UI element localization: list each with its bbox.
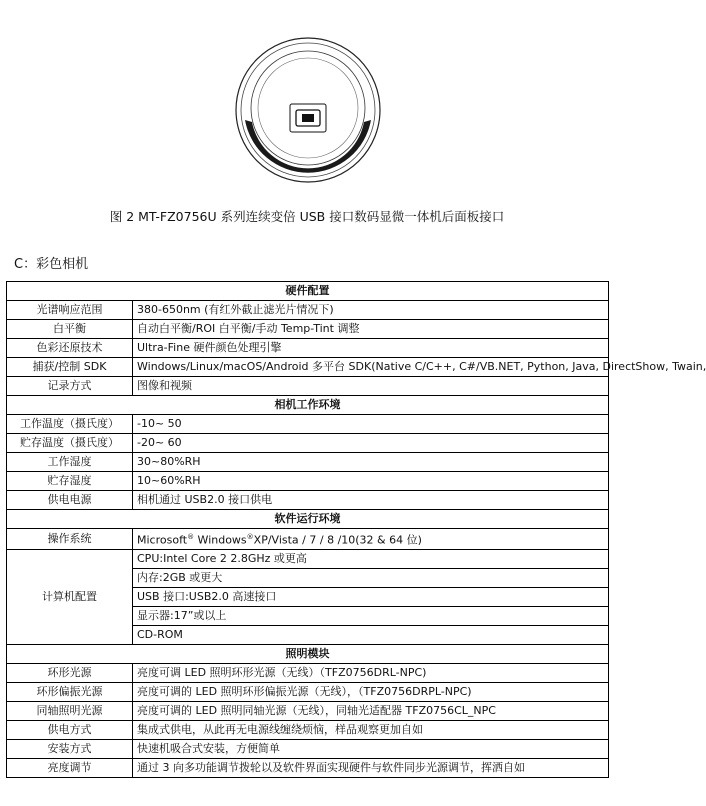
spec-key: 工作温度（摄氏度） [7, 415, 133, 434]
spec-value: 亮度可调的 LED 照明同轴光源（无线），同轴光适配器 TFZ0756CL_NPC [133, 701, 609, 720]
spec-value [133, 529, 609, 550]
spec-value: 显示器:17”或以上 [133, 606, 609, 625]
spec-key: 环形偏振光源 [7, 682, 133, 701]
spec-value: Windows/Linux/macOS/Android 多平台 SDK(Native C/C++, C#/VB.NET, Python, Java, DirectShow, Twain, [133, 358, 609, 377]
spec-key: 环形光源 [7, 663, 133, 682]
section-header-row [7, 644, 609, 663]
spec-value: 内存:2GB 或更大 [133, 568, 609, 587]
spec-table [6, 281, 706, 778]
spec-value: 30~80%RH [133, 453, 609, 472]
spec-key: 贮存湿度 [7, 472, 133, 491]
table-row [7, 339, 609, 358]
spec-value: 自动白平衡/ROI 白平衡/手动 Temp-Tint 调整 [133, 320, 609, 339]
spec-key: 计算机配置 [7, 549, 133, 644]
spec-key: 捕获/控制 SDK [7, 358, 133, 377]
figure-caption: 图 2 MT-FZ0756U 系列连续变倍 USB 接口数码显微一体机后面板接口 [109, 209, 505, 224]
spec-value: 380-650nm (有红外截止滤光片情况下) [133, 301, 609, 320]
table-row [7, 377, 609, 396]
spec-value: -10~ 50 [133, 415, 609, 434]
table-row [7, 682, 609, 701]
spec-value: 相机通过 USB2.0 接口供电 [133, 491, 609, 510]
spec-key: 工作湿度 [7, 453, 133, 472]
table-row [7, 758, 609, 777]
spec-value: 集成式供电，从此再无电源线缠绕烦恼，样品观察更加自如 [133, 720, 609, 739]
spec-key: 色彩还原技术 [7, 339, 133, 358]
section-header: 相机工作环境 [7, 396, 609, 415]
spec-key: 贮存温度（摄氏度） [7, 434, 133, 453]
table-row [7, 701, 609, 720]
spec-key: 供电方式 [7, 720, 133, 739]
table-row [7, 663, 609, 682]
table-row [7, 358, 609, 377]
rear-panel-figure [0, 0, 614, 200]
spec-value: -20~ 60 [133, 434, 609, 453]
section-header: 照明模块 [7, 644, 609, 663]
table-row [7, 529, 609, 550]
spec-value: 10~60%RH [133, 472, 609, 491]
table-row [7, 434, 609, 453]
table-row [7, 453, 609, 472]
section-header-row [7, 510, 609, 529]
spec-value: USB 接口:USB2.0 高速接口 [133, 587, 609, 606]
usb-b-port-icon [290, 104, 326, 132]
spec-value: 亮度可调的 LED 照明环形偏振光源（无线），（TFZ0756DRPL-NPC) [133, 682, 609, 701]
os-versions: XP/Vista / 7 / 8 /10(32 & 64 位) [253, 533, 422, 547]
spec-value: 图像和视频 [133, 377, 609, 396]
spec-value: 通过 3 向多功能调节拨轮以及软件界面实现硬件与软件同步光源调节，挥洒自如 [133, 758, 609, 777]
spec-value: CD-ROM [133, 625, 609, 644]
spec-key: 同轴照明光源 [7, 701, 133, 720]
spec-key: 安装方式 [7, 739, 133, 758]
table-row [7, 301, 609, 320]
os-name: Windows [194, 533, 247, 547]
section-title: C：彩色相机 [14, 257, 89, 272]
section-header: 软件运行环境 [7, 510, 609, 529]
spec-key: 记录方式 [7, 377, 133, 396]
spec-key: 供电电源 [7, 491, 133, 510]
table-row [7, 720, 609, 739]
table-row [7, 320, 609, 339]
section-header-row [7, 282, 609, 301]
rear-panel-illustration [0, 0, 614, 200]
table-row [7, 739, 609, 758]
spec-value: 快速机吸合式安装，方便简单 [133, 739, 609, 758]
table-row [7, 549, 609, 568]
table-row [7, 472, 609, 491]
spec-key: 白平衡 [7, 320, 133, 339]
registered-mark: ® [246, 533, 254, 541]
section-header: 硬件配置 [7, 282, 609, 301]
os-vendor: Microsoft [137, 533, 188, 547]
table-row [7, 491, 609, 510]
table-row [7, 415, 609, 434]
spec-value: 亮度可调 LED 照明环形光源（无线）（TFZ0756DRL-NPC) [133, 663, 609, 682]
spec-key: 操作系统 [7, 529, 133, 550]
spec-value: CPU:Intel Core 2 2.8GHz 或更高 [133, 549, 609, 568]
spec-key: 光谱响应范围 [7, 301, 133, 320]
spec-value: Ultra-Fine 硬件颜色处理引擎 [133, 339, 609, 358]
registered-mark: ® [187, 533, 195, 541]
spec-key: 亮度调节 [7, 758, 133, 777]
section-header-row [7, 396, 609, 415]
